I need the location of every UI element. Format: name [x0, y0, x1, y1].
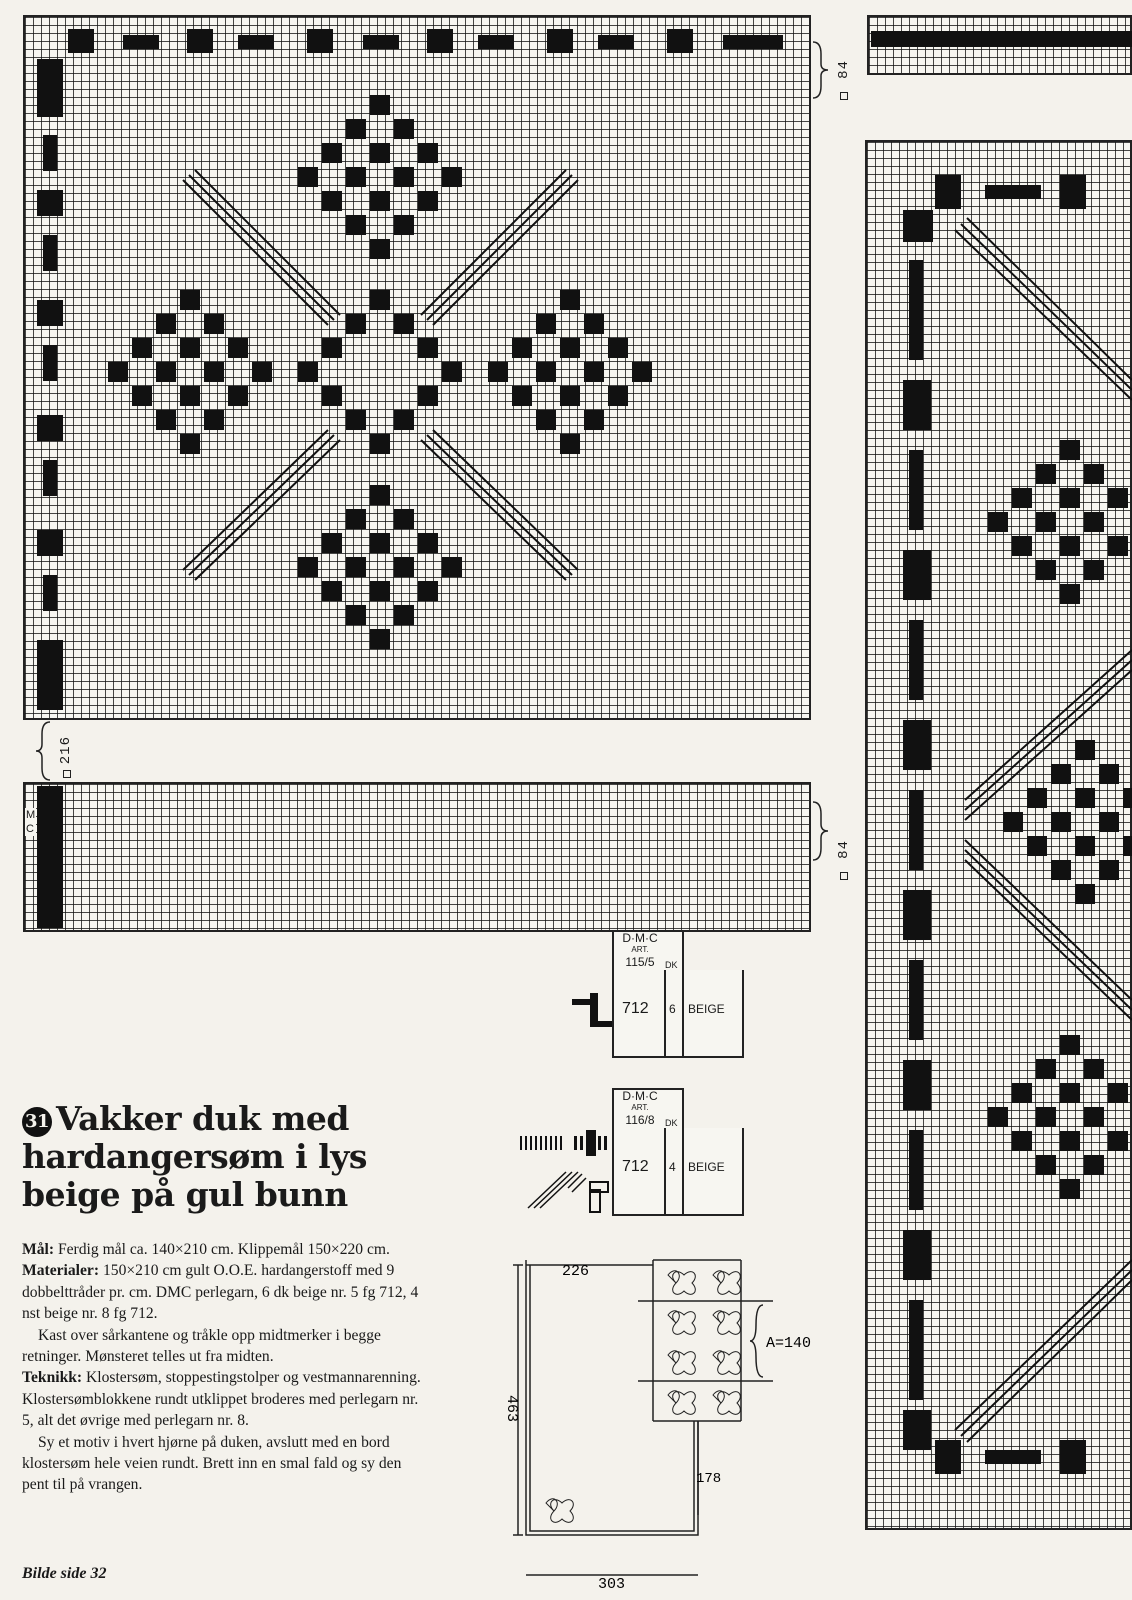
page-reference: Bilde side 32 [22, 1565, 107, 1582]
paragraph-mal [22, 1239, 427, 1260]
count-marker-mid-right [840, 872, 848, 880]
legend-brand-1: D·M·C [622, 931, 658, 945]
label-materialer: Materialer: [22, 1262, 100, 1280]
legend-row-2 [612, 1128, 744, 1216]
legend-color-name-2: BEIGE [688, 1160, 725, 1174]
article-body [22, 1239, 427, 1496]
text-mal: Ferdig mål ca. 140×210 cm. Klippemål 150×220 cm. [57, 1241, 390, 1258]
legend-symbol-2 [518, 1128, 612, 1218]
stitch-count-left: 216 [58, 736, 74, 765]
article-number-badge: 31 [22, 1107, 52, 1137]
text-teknikk: Klostersøm, stoppestingstolper og vestmannarenning. Klostersømblokkene rundt utklippet broderes med perlegarn nr. 5, alt det øvrige med perlegarn nr. 8. [22, 1369, 421, 1430]
legend-color-no-2: 712 [622, 1158, 649, 1175]
paragraph-teknikk [22, 1367, 427, 1431]
brace-top-right [811, 40, 831, 100]
paragraph-kast: Kast over sårkantene og tråkle opp midtmerker i begge retninger. Mønsteret telles ut fra midten. [22, 1326, 381, 1366]
legend-color-name-1: BEIGE [688, 1002, 725, 1016]
brace-mid-right [811, 800, 831, 862]
legend-color-no-1: 712 [622, 1000, 649, 1017]
diagram-label-bottom: 303 [598, 1576, 626, 1593]
brace-left [36, 720, 56, 782]
legend-header-2 [612, 1088, 668, 1132]
legend-row-1 [612, 970, 744, 1058]
legend-dk-header-1 [664, 930, 684, 974]
legend-dk-label-2: DK [665, 1118, 678, 1128]
layout-diagram [488, 1245, 838, 1600]
pattern-top-strip-band [867, 15, 1132, 75]
paragraph-materialer [22, 1260, 427, 1324]
midpoint-marker: M C [26, 809, 36, 835]
legend-art-no-2: 116/8 [625, 1113, 655, 1127]
pattern-motifs-right [865, 140, 1132, 1530]
legend-art-no-1: 115/5 [625, 955, 655, 969]
legend-dk-1: 6 [669, 1002, 676, 1016]
legend-art-1: ART. [631, 945, 649, 954]
label-mal: Mål: [22, 1241, 55, 1258]
legend-dk-2: 4 [669, 1160, 676, 1174]
pattern-mid-strip-band [23, 782, 83, 932]
diagram-label-top: 226 [562, 1263, 590, 1280]
diagram-label-right: A=140 [766, 1335, 812, 1352]
paragraph-sy: Sy et motiv i hvert hjørne på duken, avslutt med en bord klostersøm hele veien rundt. Brett inn en smal fald og sy den pent til på vrangen. [22, 1433, 402, 1494]
pattern-grid-mid-strip [23, 782, 811, 932]
diagram-label-lower: 178 [696, 1471, 722, 1487]
text-materialer: 150×210 cm gult O.O.E. hardangerstoff med 9 dobbelttråder pr. cm. DMC perlegarn, 6 dk beige nr. 5 fg 712, 4 nst beige nr. 8 fg 712. [22, 1262, 419, 1323]
label-teknikk: Teknikk: [22, 1369, 83, 1387]
stitch-count-mid-right: 84 [836, 840, 852, 859]
legend-art-2: ART. [631, 1103, 649, 1112]
legend-dk-label-1: DK [665, 960, 678, 970]
count-marker-left [63, 770, 71, 778]
legend-symbol-1 [570, 993, 612, 1033]
count-marker-top-right [840, 92, 848, 100]
article-title [22, 1100, 432, 1214]
stitch-count-top-right: 84 [836, 60, 852, 79]
article-title-text: Vakker duk med hardangersøm i lys beige på gul bunn [22, 1099, 367, 1214]
legend-header-1 [612, 930, 668, 974]
pattern-motifs-main [23, 15, 811, 720]
diagram-label-left: 463 [503, 1395, 520, 1423]
legend-brand-2: D·M·C [622, 1089, 658, 1103]
legend-dk-header-2 [664, 1088, 684, 1132]
